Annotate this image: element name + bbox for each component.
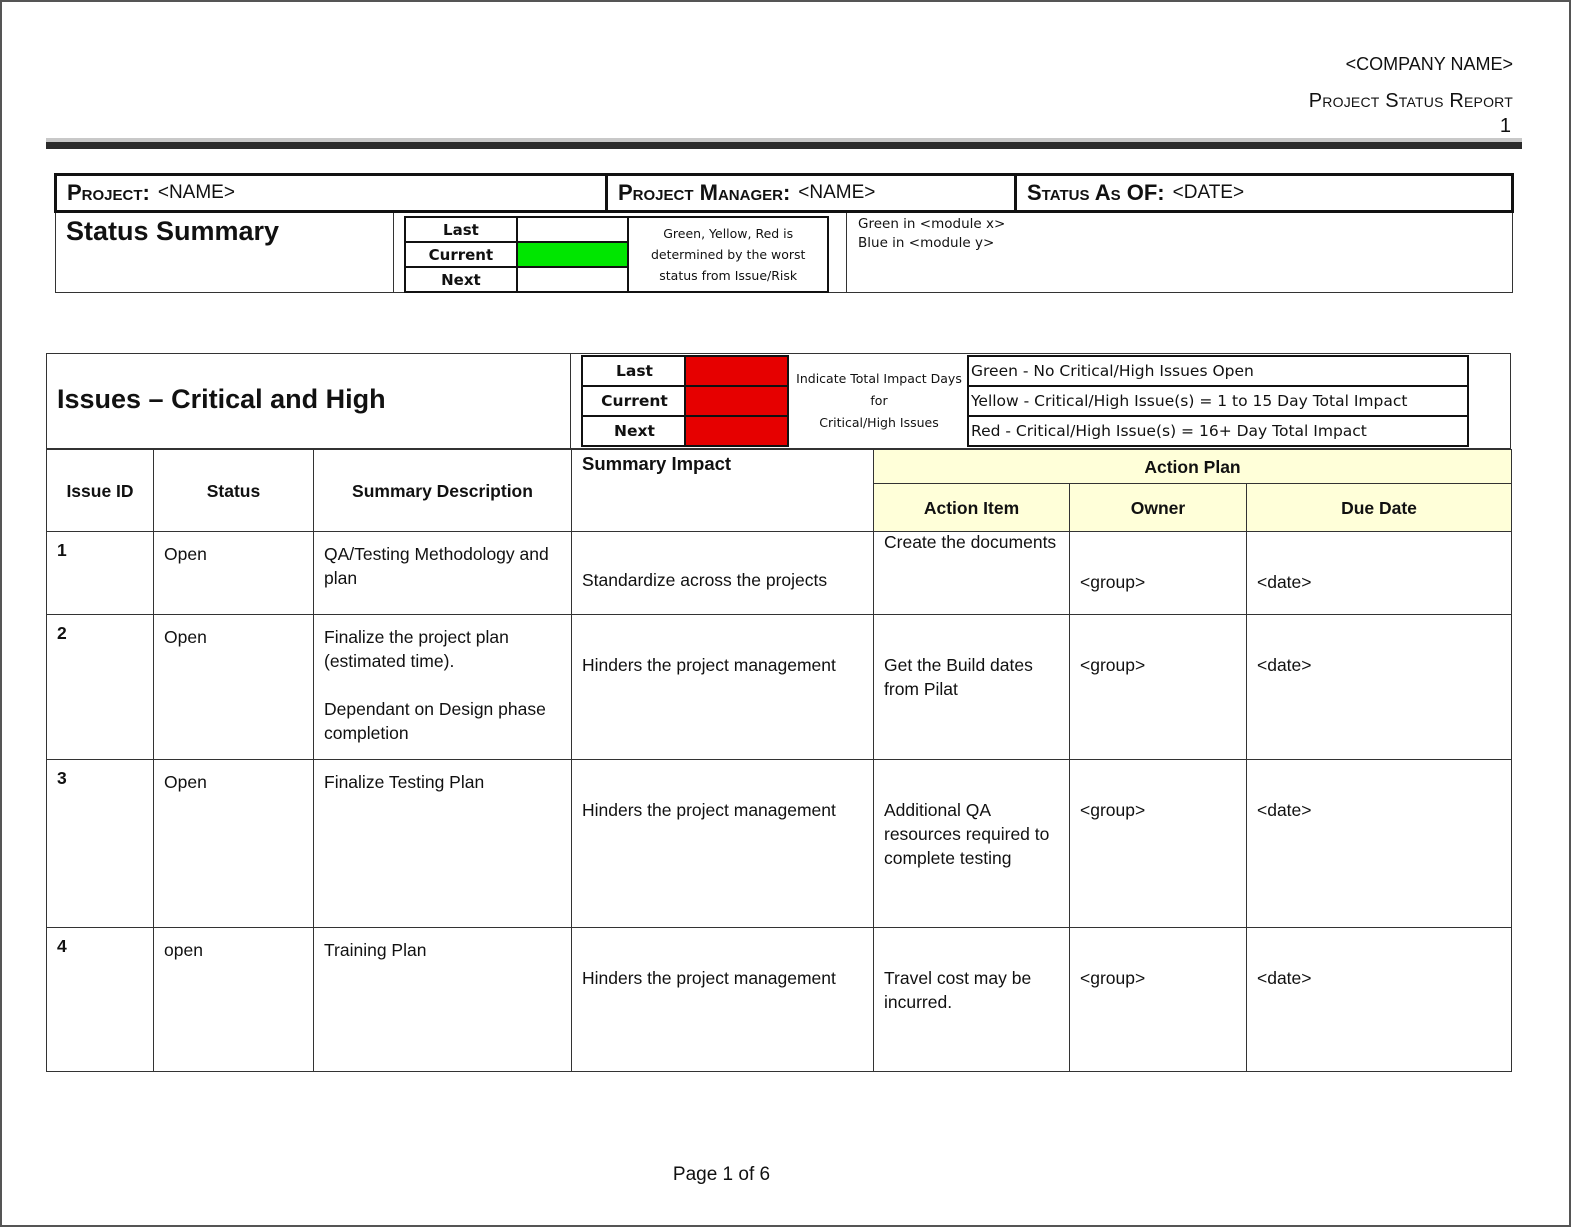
module-legend [858,215,1005,253]
issues-note-line: Indicate Total Impact Days for [796,371,962,408]
issue-description-line: Dependant on Design phase completion [324,699,546,743]
issue-description-line: Finalize the project plan (estimated time). [324,627,509,671]
project-label: Project: [67,180,150,205]
status-row-label: Next [405,267,517,292]
status-color-current [517,242,629,267]
issue-owner: <group> [1070,760,1247,928]
header-action-plan: Action Plan [874,450,1512,484]
status-note [628,217,828,292]
divider [393,213,394,293]
header-owner: Owner [1070,484,1247,532]
issue-id: 2 [47,615,154,760]
issues-color-next [685,416,788,446]
issue-status: open [154,928,314,1072]
issues-color-current [685,386,788,416]
issues-note [788,356,968,446]
issues-legend-red: Red - Critical/High Issue(s) = 16+ Day Total Impact [968,416,1468,446]
issue-status: Open [154,532,314,615]
module-legend-line: Green in <module x> [858,216,1006,232]
status-note-line: determined by the worst [650,247,806,262]
issue-owner: <group> [1070,928,1247,1072]
status-as-of-value: <DATE> [1172,182,1245,203]
issue-owner: <group> [1070,615,1247,760]
header-summary-description: Summary Description [314,450,572,532]
issues-row-label: Next [582,416,685,446]
issue-action-item: Travel cost may be incurred. [874,928,1070,1072]
footer-page-number: Page 1 of 6 [672,1164,771,1185]
status-as-of-field [1014,173,1514,213]
table-row [47,532,1512,615]
issue-description: Training Plan [314,928,572,1072]
issue-action-item: Additional QA resources required to complete testing [874,760,1070,928]
table-row [47,760,1512,928]
issue-impact: Hinders the project management [572,615,874,760]
issues-color-last [685,356,788,386]
issues-row-label: Current [582,386,685,416]
divider [846,213,847,293]
issues-note-line: Critical/High Issues [819,415,939,430]
module-legend-line: Blue in <module y> [858,235,995,251]
company-name: <COMPANY NAME> [1345,54,1513,74]
issue-impact: Hinders the project management [572,928,874,1072]
issue-status: Open [154,760,314,928]
header-due-date: Due Date [1247,484,1512,532]
issue-id: 1 [47,532,154,615]
issue-impact: Hinders the project management [572,760,874,928]
header-issue-id: Issue ID [47,450,154,532]
issues-legend-green: Green - No Critical/High Issues Open [968,356,1468,386]
status-as-of-label: Status As OF: [1027,180,1165,205]
project-field [54,173,608,213]
issue-id: 4 [47,928,154,1072]
status-row-label: Last [405,217,517,242]
divider [570,353,571,449]
issues-row-label: Last [582,356,685,386]
issues-title: Issues – Critical and High [57,384,386,414]
issue-action-item: Create the documents [874,532,1070,615]
status-note-line: status from Issue/Risk [659,268,798,283]
issue-due-date: <date> [1247,760,1512,928]
status-color-last [517,217,629,242]
project-manager-field [605,173,1017,213]
status-indicator-table [404,216,829,293]
status-color-next [517,267,629,292]
header-status: Status [154,450,314,532]
issue-description: Finalize Testing Plan [314,760,572,928]
issue-due-date: <date> [1247,928,1512,1072]
status-summary-title: Status Summary [66,216,280,246]
project-manager-value: <NAME> [798,182,876,203]
header-action-item: Action Item [874,484,1070,532]
status-note-line: Green, Yellow, Red is [663,226,794,241]
report-title: Project Status Report [1308,90,1513,112]
issues-table [46,449,1512,1072]
project-manager-label: Project Manager: [618,180,791,205]
project-value: <NAME> [157,182,235,203]
issue-impact: Standardize across the projects [572,532,874,615]
issue-due-date: <date> [1247,615,1512,760]
issue-description: QA/Testing Methodology and plan [314,532,572,615]
table-row [47,928,1512,1072]
header-summary-impact: Summary Impact [572,450,874,532]
issue-description [314,615,572,760]
issue-due-date: <date> [1247,532,1512,615]
header-page-number: 1 [1499,115,1511,137]
issue-owner: <group> [1070,532,1247,615]
issue-status: Open [154,615,314,760]
issue-id: 3 [47,760,154,928]
status-row-label: Current [405,242,517,267]
issues-legend-yellow: Yellow - Critical/High Issue(s) = 1 to 15 Day Total Impact [968,386,1468,416]
issue-action-item: Get the Build dates from Pilat [874,615,1070,760]
table-row [47,615,1512,760]
header-rule-dark [46,142,1522,149]
issues-indicator-table [581,355,1469,447]
